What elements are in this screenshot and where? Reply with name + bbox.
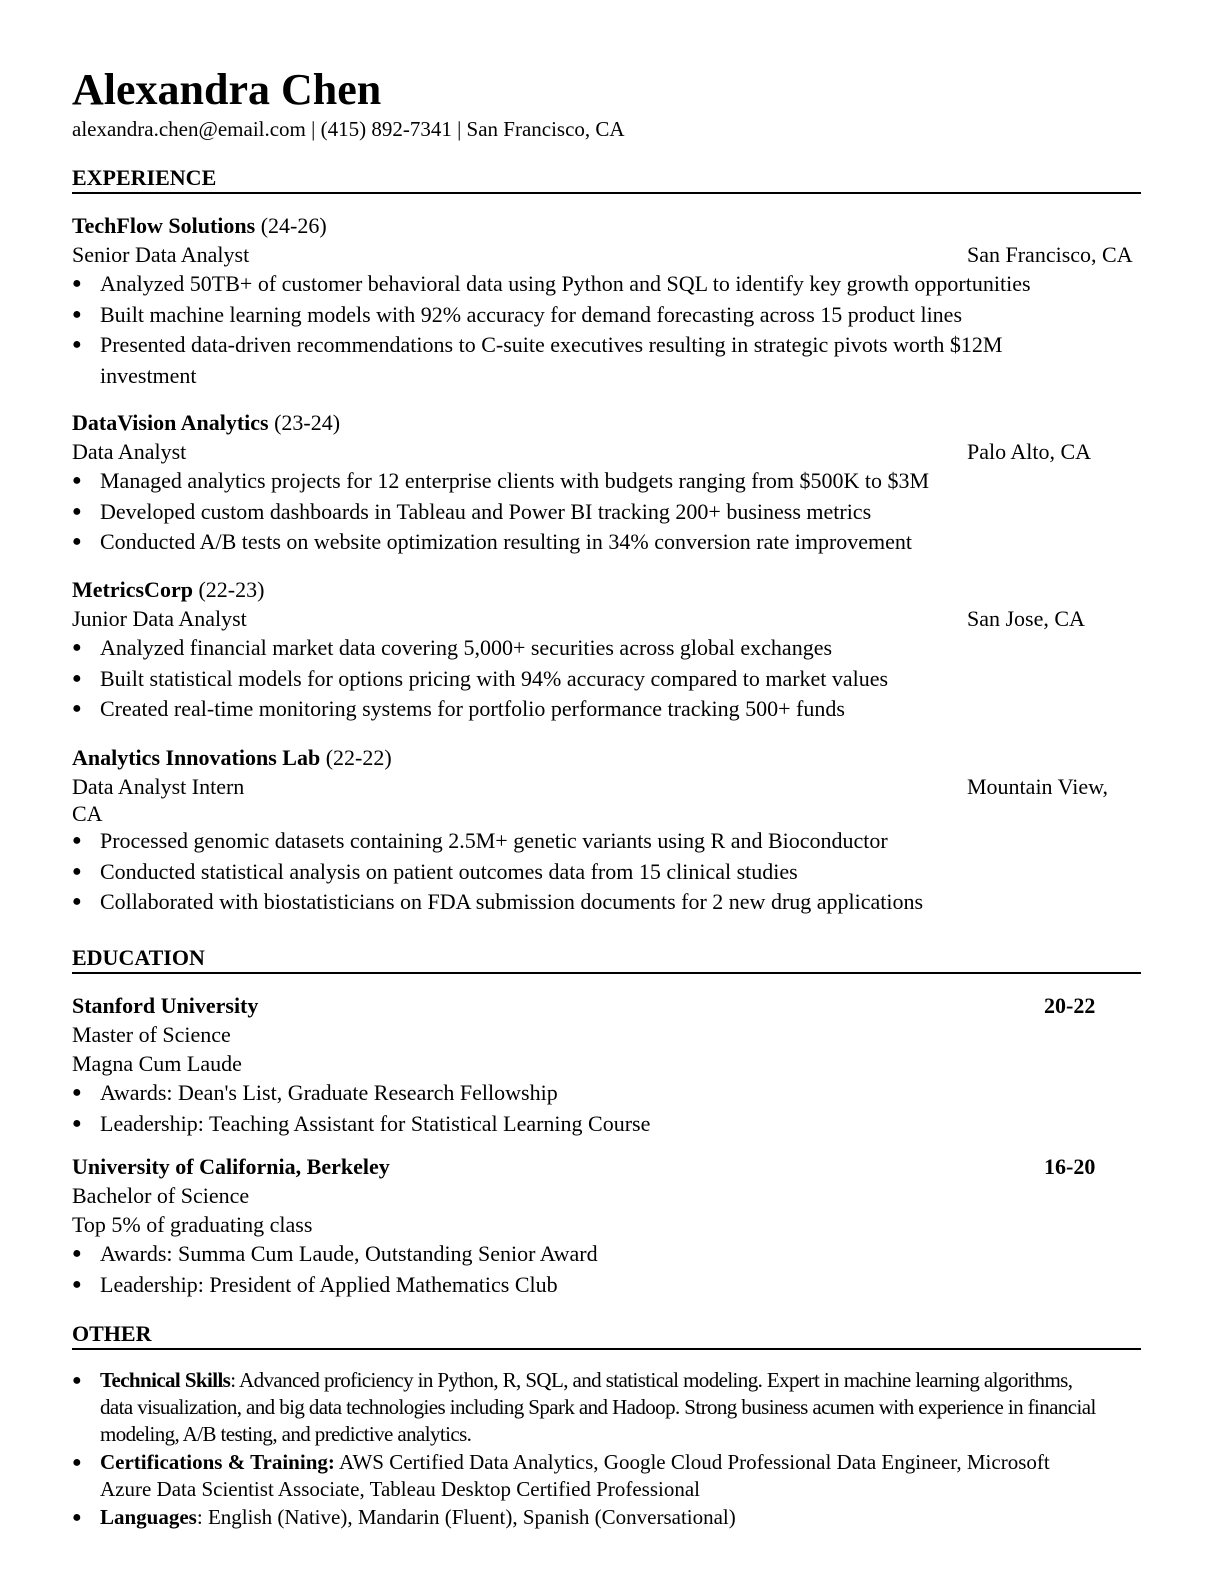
bullet-icon: ● [72,305,82,323]
job-entry-datavision [72,408,1141,558]
bullet-icon: ● [72,533,82,550]
job-entry-analytics-innovations [72,743,1141,918]
school-entry-stanford [72,991,1141,1139]
job-location: Palo Alto, CA [967,439,1092,464]
job-title-line [72,772,1141,799]
school-name: University of California, Berkeley [72,1154,390,1179]
job-title-line [72,604,1141,633]
bullet-icon: ● [72,700,82,717]
experience-section [72,164,1141,914]
job-title-line [72,240,1141,269]
job-location: San Jose, CA [967,606,1085,631]
other-heading: OTHER [72,1320,1141,1350]
bullet-icon: ● [72,502,82,520]
list-item: ● Built statistical models for options pricing with 94% accuracy compared to market values [72,664,1080,695]
list-item: ● Presented data-driven recommendations to C-suite executives resulting in strategic pivots worth $12M investment [72,332,1003,388]
bullet-icon: ● [72,275,82,292]
company-name: TechFlow Solutions [72,213,256,238]
bullet-icon: ● [72,862,82,880]
item-label: Languages [100,1505,197,1529]
list-item: ● Leadership: President of Applied Mathematics Club [72,1270,1080,1301]
bullet-icon: ● [72,669,82,687]
list-item: ● Managed analytics projects for 12 enterprise clients with budgets ranging from $500K to $3M [72,466,1080,497]
item-label: Certifications & Training: [100,1450,335,1474]
company-name: DataVision Analytics [72,410,269,435]
honor: Magna Cum Laude [72,1051,242,1076]
list-item: ● Certifications & Training: AWS Certified Data Analytics, Google Cloud Professional Data Engineer, Microsoft Azure Data Scientist Associate, Tableau Desktop Certified Professional [72,1450,1050,1501]
bullet-icon: ● [72,1114,82,1132]
other-bullets [72,1367,1141,1531]
school-header [72,1152,1141,1181]
job-location: Mountain View, [967,774,1109,799]
job-header [72,575,1141,604]
school-name: Stanford University [72,993,259,1018]
job-header [72,211,1141,240]
list-item: ● Analyzed 50TB+ of customer behavioral data using Python and SQL to identify key growth opportunities [72,269,1080,300]
degree: Master of Science [72,1022,231,1047]
degree: Bachelor of Science [72,1183,250,1208]
school-header [72,991,1141,1020]
list-item: ● Conducted statistical analysis on patient outcomes data from 15 clinical studies [72,857,1080,888]
candidate-name: Alexandra Chen [72,65,382,114]
bullet-icon: ● [72,1084,82,1101]
job-bullets [72,633,1141,725]
job-dates: (24-26) [260,213,327,238]
job-title-line [72,437,1141,466]
school-bullets [72,1239,1141,1300]
job-title: Junior Data Analyst [72,606,247,631]
bullet-icon: ● [72,1245,82,1262]
company-name: Analytics Innovations Lab [72,745,321,770]
list-item: ● Processed genomic datasets containing 2.5M+ genetic variants using R and Bioconductor [72,826,1080,857]
bullet-icon: ● [72,336,82,353]
list-item: ● Leadership: Teaching Assistant for Statistical Learning Course [72,1109,1080,1140]
item-label: Technical Skills [100,1368,231,1392]
school-dates: 20-22 [1044,993,1096,1018]
school-bullets [72,1078,1141,1139]
list-item: ● Created real-time monitoring systems for portfolio performance tracking 500+ funds [72,694,1080,725]
other-section [72,1320,1141,1532]
bullet-icon: ● [72,893,82,910]
job-dates: (22-22) [325,745,392,770]
list-item: ● Analyzed financial market data covering 5,000+ securities across global exchanges [72,633,1080,664]
list-item: ● Languages: English (Native), Mandarin (Fluent), Spanish (Conversational) [72,1505,736,1529]
contact-line: alexandra.chen@email.com | (415) 892-7341 | San Francisco, CA [72,117,625,141]
job-location-continued: CA [72,801,103,826]
job-entry-techflow [72,211,1141,391]
job-title: Senior Data Analyst [72,242,250,267]
list-item: ● Awards: Summa Cum Laude, Outstanding Senior Award [72,1239,1080,1270]
list-item: ● Awards: Dean's List, Graduate Research Fellowship [72,1078,1080,1109]
job-entry-metricscorp [72,575,1141,725]
school-entry-berkeley [72,1152,1141,1300]
job-dates: (23-24) [274,410,341,435]
list-item: ● Conducted A/B tests on website optimization resulting in 34% conversion rate improvement [72,527,1080,558]
job-title: Data Analyst [72,439,187,464]
company-name: MetricsCorp [72,577,193,602]
bullet-icon: ● [72,472,82,489]
job-bullets [72,466,1141,558]
education-section [72,944,1141,1297]
job-title: Data Analyst Intern [72,774,245,799]
job-location: San Francisco, CA [967,242,1133,267]
list-item: ● Technical Skills: Advanced proficiency in Python, R, SQL, and statistical modeling. Expert in machine learning algorithms, data visualization, and big data technologies including Spark and Hadoop. Strong business acumen with experience in financial modeling, A/B testing, and predictive analytics. [72,1368,1096,1446]
bullet-icon: ● [72,1509,82,1526]
honor: Top 5% of graduating class [72,1212,313,1237]
bullet-icon: ● [72,1454,82,1471]
job-bullets [72,269,1141,391]
job-bullets [72,826,1141,918]
bullet-icon: ● [72,1275,82,1293]
job-dates: (22-23) [198,577,265,602]
list-item: ● Built machine learning models with 92% accuracy for demand forecasting across 15 product lines [72,300,1080,331]
job-header [72,743,1141,772]
school-dates: 16-20 [1044,1154,1096,1179]
list-item: ● Developed custom dashboards in Tableau and Power BI tracking 200+ business metrics [72,497,1080,528]
bullet-icon: ● [72,1372,82,1389]
bullet-icon: ● [72,639,82,656]
education-heading: EDUCATION [72,944,1141,974]
bullet-icon: ● [72,832,82,849]
job-header [72,408,1141,437]
experience-heading: EXPERIENCE [72,164,1141,194]
list-item: ● Collaborated with biostatisticians on FDA submission documents for 2 new drug applications [72,887,1080,918]
